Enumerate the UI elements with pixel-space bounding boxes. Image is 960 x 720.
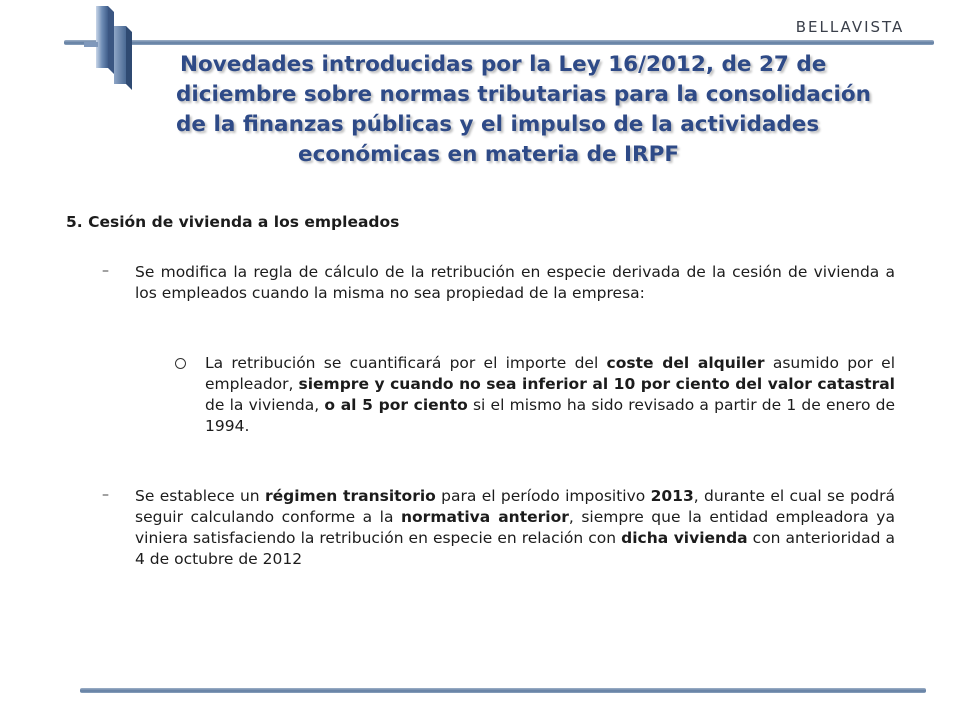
dash-bullet-icon: – [102, 263, 109, 279]
title-line-2: diciembre sobre normas tributarias para la consolidación [176, 82, 871, 107]
p3-text-4: , siempre que la entidad empleadora ya viniera satisfaciendo la retribución en especie en relación con [135, 508, 895, 547]
p2-text-1: La retribución se cuantificará por el importe del [205, 354, 607, 372]
page-title [150, 50, 890, 170]
brand-wordmark: BELLAVISTA [795, 18, 905, 36]
p2-text-2: asumido por el empleador, [205, 354, 895, 393]
p2-text-3: de la vivienda, [205, 396, 325, 414]
section-title: Cesión de vivienda a los empleados [88, 213, 400, 231]
circle-bullet-icon [175, 358, 186, 369]
p3-bold-4: dicha vivienda [621, 529, 748, 547]
p3-bold-3: normativa anterior [401, 508, 569, 526]
section-heading [66, 213, 399, 231]
paragraph-3 [135, 486, 895, 570]
p3-text-3: , durante el cual se podrá seguir calculando conforme a la [135, 487, 895, 526]
paragraph-1: Se modifica la regla de cálculo de la retribución en especie derivada de la cesión de vivienda a los empleados cuando la misma no sea propiedad de la empresa: [135, 263, 895, 302]
p2-bold-3: o al 5 por ciento [324, 396, 468, 414]
dash-bullet-icon: – [102, 487, 109, 503]
section-number: 5. [66, 213, 83, 231]
p3-text-5: con anterioridad a 4 de octubre de 2012 [135, 529, 896, 568]
paragraph-2 [205, 353, 895, 437]
p3-text-2: para el período impositivo [435, 487, 651, 505]
header-rule [64, 40, 934, 45]
p2-bold-1: coste del alquiler [606, 354, 765, 372]
footer-rule [80, 688, 926, 693]
title-line-3: de la finanzas públicas y el impulso de la actividades [176, 112, 820, 137]
p3-bold-2: 2013 [650, 487, 694, 505]
title-line-1: Novedades introducidas por la Ley 16/2012, de 27 de [180, 52, 827, 77]
p3-text-1: Se establece un [135, 487, 265, 505]
title-line-4: económicas en materia de IRPF [298, 142, 680, 167]
p2-text-4: si el mismo ha sido revisado a partir de 1 de enero de 1994. [205, 396, 895, 435]
bellavista-logo-icon [84, 4, 140, 90]
p3-bold-1: régimen transitorio [264, 487, 436, 505]
p2-bold-2: siempre y cuando no sea inferior al 10 por ciento del valor catastral [298, 375, 895, 393]
